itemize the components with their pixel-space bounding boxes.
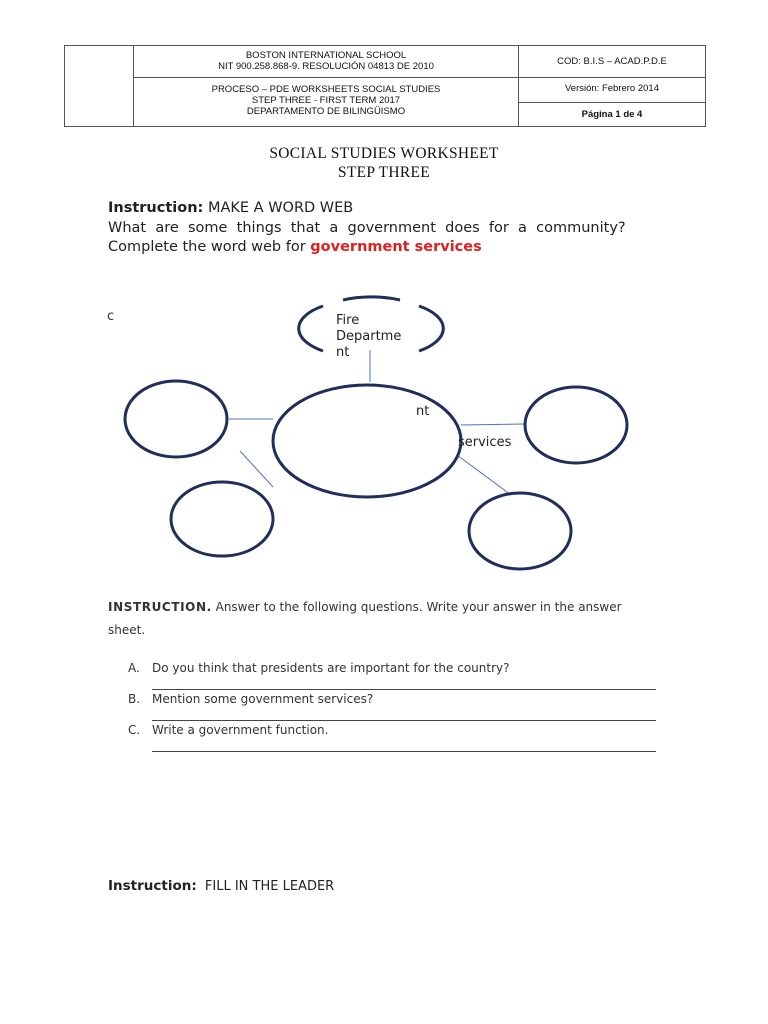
instruction-2-text: sheet. bbox=[108, 623, 146, 637]
top-bubble-top-arc bbox=[343, 297, 400, 300]
worksheet-title: SOCIAL STUDIES WORKSHEET bbox=[269, 145, 499, 162]
school-name: BOSTON INTERNATIONAL SCHOOL bbox=[245, 50, 407, 61]
answer-line[interactable] bbox=[152, 751, 656, 752]
document-code: COD: B.I.S – ACAD.P.D.E bbox=[557, 56, 667, 67]
top-bubble-right-arc bbox=[419, 306, 443, 351]
connector-line bbox=[240, 451, 273, 487]
header-school-block bbox=[134, 50, 518, 72]
center-fragment: nt bbox=[416, 404, 430, 419]
instruction-3-text: FILL IN THE LEADER bbox=[204, 879, 335, 894]
left-lower-bubble bbox=[171, 482, 273, 556]
header-divider bbox=[133, 77, 705, 78]
instruction-label: Instruction: bbox=[108, 200, 204, 216]
instruction-3-label: Instruction: bbox=[108, 878, 197, 894]
header-process-block bbox=[134, 84, 518, 117]
question-letter: B. bbox=[128, 692, 141, 706]
process-name: PROCESO – PDE WORKSHEETS SOCIAL STUDIES bbox=[211, 84, 441, 95]
question-text: Write a government function. bbox=[152, 723, 329, 737]
instruction-text: MAKE A WORD WEB bbox=[207, 200, 354, 216]
top-bubble-line: nt bbox=[336, 345, 350, 360]
document-version: Versión: Febrero 2014 bbox=[564, 83, 659, 94]
instruction-2-text: Answer to the following questions. Write your answer in the answer bbox=[215, 600, 622, 614]
page-number: Página 1 de 4 bbox=[581, 109, 643, 120]
connector-line bbox=[461, 424, 524, 425]
instruction-2 bbox=[108, 596, 664, 642]
connector-line bbox=[457, 455, 511, 495]
school-nit: NIT 900.258.868-9. RESOLUCIÓN 04813 DE 2010 bbox=[218, 61, 434, 72]
highlight-term: government services bbox=[310, 239, 482, 255]
answer-line[interactable] bbox=[152, 720, 656, 721]
question-letter: A. bbox=[128, 661, 140, 675]
prompt-text: Complete the word web for bbox=[108, 239, 311, 255]
right-lower-bubble bbox=[469, 493, 571, 569]
step-term: STEP THREE - FIRST TERM 2017 bbox=[251, 95, 401, 106]
top-bubble-label bbox=[336, 313, 401, 361]
word-web-question: What are some things that a government does for a community? bbox=[108, 220, 626, 236]
header-divider bbox=[518, 102, 705, 103]
center-label: services bbox=[458, 435, 512, 450]
question-text: Mention some government services? bbox=[152, 692, 374, 706]
worksheet-subtitle: STEP THREE bbox=[337, 164, 431, 181]
instruction-3 bbox=[108, 878, 334, 894]
top-bubble-line: Departme bbox=[336, 329, 402, 344]
answer-line[interactable] bbox=[152, 689, 656, 690]
question-letter: C. bbox=[128, 723, 141, 737]
top-bubble-left-arc bbox=[299, 306, 323, 351]
department-name: DEPARTAMENTO DE BILINGÜISMO bbox=[246, 106, 406, 117]
document-header-table bbox=[64, 45, 706, 127]
instruction-1 bbox=[108, 200, 353, 216]
right-upper-bubble bbox=[525, 387, 627, 463]
stray-letter: c bbox=[107, 309, 115, 324]
question-text: Do you think that presidents are important for the country? bbox=[152, 661, 510, 675]
word-web-prompt bbox=[108, 239, 482, 255]
left-upper-bubble bbox=[125, 381, 227, 457]
instruction-2-label: INSTRUCTION. bbox=[108, 600, 212, 614]
top-bubble-line: Fire bbox=[336, 313, 360, 328]
center-bubble bbox=[273, 385, 461, 497]
